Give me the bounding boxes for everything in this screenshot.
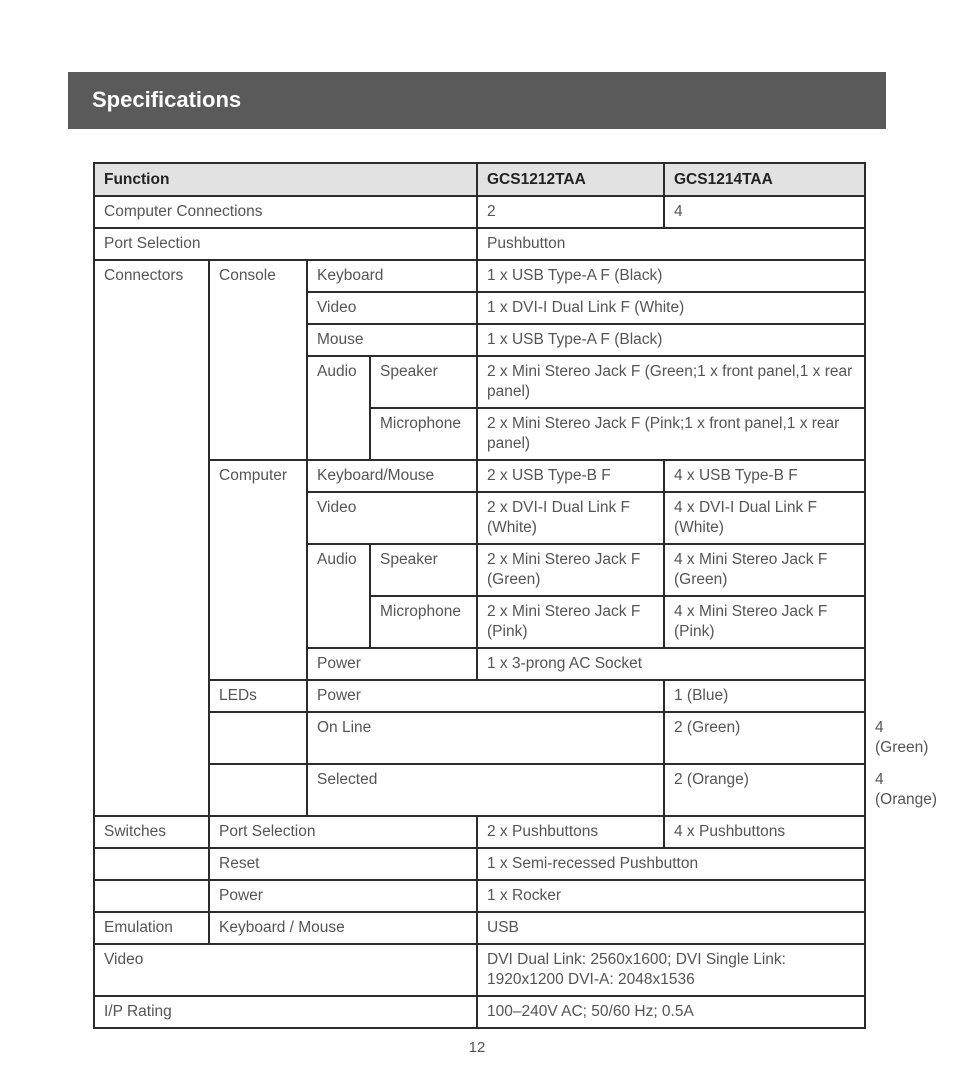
row-label: Microphone <box>370 596 477 648</box>
table-row <box>94 944 865 996</box>
cell-model-2: 4 x Mini Stereo Jack F (Pink) <box>664 596 865 648</box>
row-label: On Line <box>307 712 664 764</box>
row-label: Video <box>307 492 477 544</box>
section-header <box>68 72 886 129</box>
empty-cell <box>209 764 307 816</box>
cell-model-2: 4 x DVI-I Dual Link F (White) <box>664 492 865 544</box>
connectors-label: Connectors <box>94 260 209 816</box>
cell-model-1: 2 x Pushbuttons <box>477 816 664 848</box>
cell-value: 2 x Mini Stereo Jack F (Pink;1 x front panel,1 x rear panel) <box>477 408 865 460</box>
header-model-2: GCS1214TAA <box>664 163 865 196</box>
cell-value: 2 x Mini Stereo Jack F (Green;1 x front panel,1 x rear panel) <box>477 356 865 408</box>
empty-cell <box>94 848 209 880</box>
audio-label: Audio <box>307 544 370 648</box>
table-row <box>94 848 865 880</box>
table-row <box>94 196 865 228</box>
row-label: Keyboard / Mouse <box>209 912 477 944</box>
cell-value: Pushbutton <box>477 228 865 260</box>
cell-model-2: 4 <box>664 196 865 228</box>
row-label: Video <box>307 292 477 324</box>
group-label: Switches <box>94 816 209 848</box>
computer-label: Computer <box>209 460 307 680</box>
empty-cell <box>94 880 209 912</box>
row-label: Port Selection <box>94 228 477 260</box>
table-row: Selected 2 (Orange) 4 (Orange) <box>94 764 865 816</box>
row-label: Keyboard/Mouse <box>307 460 477 492</box>
cell-value: DVI Dual Link: 2560x1600; DVI Single Link: 1920x1200 DVI-A: 2048x1536 <box>477 944 865 996</box>
page-number: 12 <box>468 1039 486 1056</box>
cell-model-1: 2 (Green) <box>664 712 865 764</box>
cell-value: USB <box>477 912 865 944</box>
table-row <box>94 680 865 712</box>
cell-model-1: 2 x Mini Stereo Jack F (Green) <box>477 544 664 596</box>
cell-value: 1 x Rocker <box>477 880 865 912</box>
cell-value: 100–240V AC; 50/60 Hz; 0.5A <box>477 996 865 1028</box>
table-row <box>94 460 865 492</box>
audio-label: Audio <box>307 356 370 460</box>
header-model-1: GCS1212TAA <box>477 163 664 196</box>
table-row: On Line 2 (Green) 4 (Green) <box>94 712 865 764</box>
table-row <box>94 260 865 292</box>
table-row <box>94 880 865 912</box>
table-row <box>94 996 865 1028</box>
cell-model-1: 2 <box>477 196 664 228</box>
row-label: Power <box>307 680 664 712</box>
row-label: I/P Rating <box>94 996 477 1028</box>
cell-value: 1 x DVI-I Dual Link F (White) <box>477 292 865 324</box>
cell-value: 1 x USB Type-A F (Black) <box>477 324 865 356</box>
console-label: Console <box>209 260 307 460</box>
row-label: Speaker <box>370 544 477 596</box>
cell-model-1: 2 x Mini Stereo Jack F (Pink) <box>477 596 664 648</box>
specifications-table <box>93 162 938 1029</box>
row-label: Microphone <box>370 408 477 460</box>
empty-cell <box>209 712 307 764</box>
row-label: Power <box>209 880 477 912</box>
row-label: Reset <box>209 848 477 880</box>
cell-model-1: 2 x USB Type-B F <box>477 460 664 492</box>
cell-value: 1 x USB Type-A F (Black) <box>477 260 865 292</box>
row-label: Keyboard <box>307 260 477 292</box>
row-label: Port Selection <box>209 816 477 848</box>
row-label: Selected <box>307 764 664 816</box>
cell-model-2: 4 x USB Type-B F <box>664 460 865 492</box>
row-label: Power <box>307 648 477 680</box>
section-title: Specifications <box>92 87 242 112</box>
header-function: Function <box>94 163 477 196</box>
cell-model-1: 2 x DVI-I Dual Link F (White) <box>477 492 664 544</box>
table-row <box>94 228 865 260</box>
table-header-row <box>94 163 865 196</box>
group-label: LEDs <box>209 680 307 712</box>
row-label: Computer Connections <box>94 196 477 228</box>
cell-value: 1 x 3-prong AC Socket <box>477 648 865 680</box>
table-row <box>94 912 865 944</box>
cell-model-2: 4 x Pushbuttons <box>664 816 865 848</box>
row-label: Speaker <box>370 356 477 408</box>
group-label: Emulation <box>94 912 209 944</box>
row-label: Video <box>94 944 477 996</box>
cell-value: 1 x Semi-recessed Pushbutton <box>477 848 865 880</box>
table-row <box>94 816 865 848</box>
cell-model-1: 2 (Orange) <box>664 764 865 816</box>
row-label: Mouse <box>307 324 477 356</box>
cell-model-2: 4 x Mini Stereo Jack F (Green) <box>664 544 865 596</box>
cell-value: 1 (Blue) <box>664 680 865 712</box>
